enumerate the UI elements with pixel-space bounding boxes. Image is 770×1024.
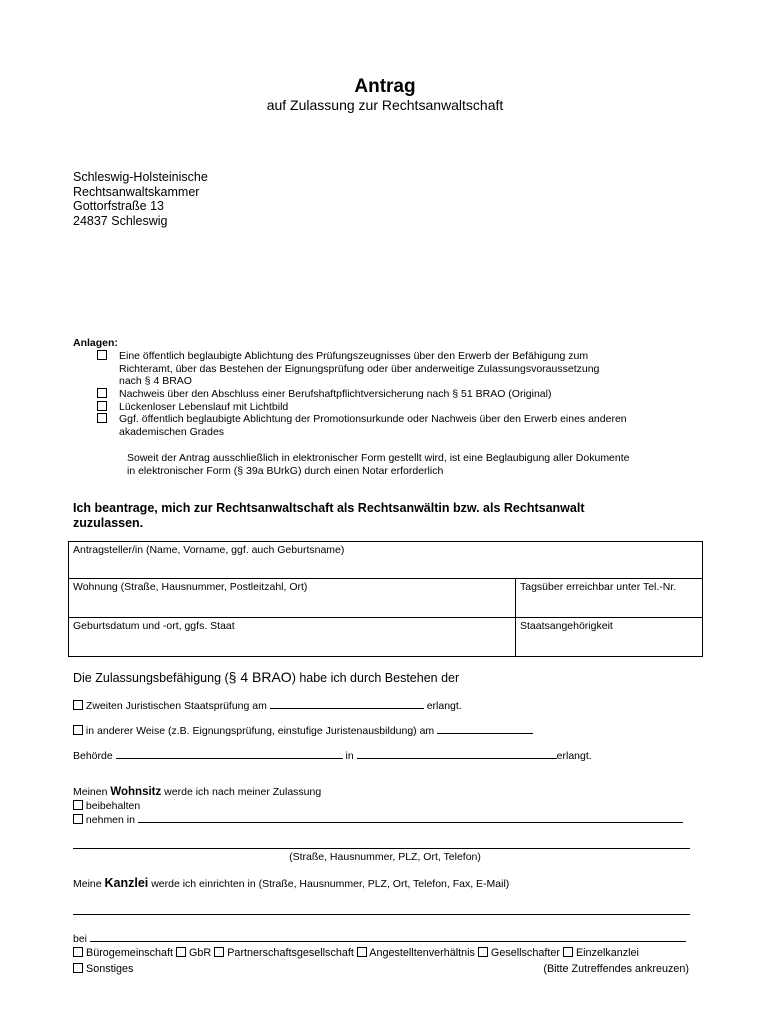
exam-option [73,699,462,712]
daytime-phone-field[interactable] [516,579,703,618]
office-intro [73,876,509,890]
option-label: Angestelltenverhältnis [369,947,475,959]
intro-text: ) habe ich durch Bestehen der [291,671,460,685]
address-line: 24837 Schleswig [73,213,168,228]
attachment-text: Ggf. öffentlich beglaubigte Ablichtung der Promotionsurkunde oder Nachweis über den Erwerb eines anderen [119,413,627,425]
application-statement [73,501,585,531]
other-date-field[interactable] [437,724,533,734]
attachment-text: nach § 4 BRAO [119,375,192,387]
option-checkbox[interactable] [357,947,367,957]
attachment-checkbox[interactable] [97,401,107,411]
office-at-field[interactable] [90,932,686,942]
option-checkbox[interactable] [478,947,488,957]
attachment-checkbox[interactable] [97,350,107,360]
citizenship-field[interactable] [516,618,703,657]
option-checkbox[interactable] [176,947,186,957]
note-line: Soweit der Antrag ausschließlich in elektronischer Form gestellt wird, ist eine Beglaubigung aller Dokumente [127,452,630,464]
intro-text: Meinen [73,786,111,798]
at-label: bei [73,933,88,945]
intro-text: werde ich einrichten in (Straße, Hausnummer, PLZ, Ort, Telefon, Fax, E-Mail) [148,878,510,890]
option-label: Gesellschafter [490,947,560,959]
residence-take-option [73,813,683,826]
attachments-heading: Anlagen: [73,337,118,349]
authority-place-field[interactable] [357,749,557,759]
page-title: Antrag [354,76,416,97]
exam-end: erlangt. [426,700,462,712]
keep-checkbox[interactable] [73,800,83,810]
office-address-field[interactable] [73,914,690,915]
intro-text: Meine [73,878,105,890]
address-line: Rechtsanwaltskammer [73,184,200,199]
option-checkbox[interactable] [214,947,224,957]
field-label: Geburtsdatum und -ort, ggfs. Staat [73,620,235,632]
page-subtitle: auf Zulassung zur Rechtsanwaltschaft [266,97,504,113]
authority-label: Behörde [73,750,113,762]
qualification-intro [73,669,459,685]
field-label: Tagsüber erreichbar unter Tel.-Nr. [520,581,677,593]
field-label: Antragsteller/in (Name, Vorname, ggf. auch Geburtsname) [73,544,345,556]
exam-label: Zweiten Juristischen Staatsprüfung am [85,700,267,712]
residence-keep-option [73,800,140,812]
take-label: nehmen in [85,814,135,826]
field-label: Wohnung (Straße, Hausnummer, Postleitzahl, Ort) [73,581,308,593]
tick-hint: (Bitte Zutreffendes ankreuzen) [543,963,689,975]
authority-field[interactable] [116,749,343,759]
attachment-text: akademischen Grades [119,425,225,438]
residence-intro [73,786,321,798]
option-label: Einzelkanzlei [575,947,639,959]
authority-line [73,749,592,762]
statement-line: zuzulassen. [73,516,144,530]
residence-caption: (Straße, Hausnummer, PLZ, Ort, Telefon) [289,851,481,863]
other-checkbox[interactable] [73,725,83,735]
office-keyword: Kanzlei [104,876,149,890]
electronic-form-note [127,452,630,478]
residence-keyword: Wohnsitz [110,786,162,798]
option-checkbox[interactable] [563,947,573,957]
other-option [73,724,533,737]
recipient-address [73,170,208,228]
option-label: Partnerschaftsgesellschaft [227,947,354,959]
office-other-option [73,963,133,975]
keep-label: beibehalten [85,800,141,812]
authority-in: in [345,750,354,762]
other-label: Sonstiges [86,963,134,975]
office-type-options [73,947,639,959]
option-checkbox[interactable] [73,947,83,957]
note-line: in elektronischer Form (§ 39a BUrkG) durch einen Notar erforderlich [127,465,444,477]
option-label: Bürogemeinschaft [86,947,174,959]
intro-text: werde ich nach meiner Zulassung [161,786,322,798]
intro-text: Die Zulassungsbefähigung ( [73,671,229,685]
attachment-text: Richteramt, über das Bestehen der Eignungsprüfung oder über anderweitige Zulassungsvoraussetzung [119,362,600,375]
statement-line: Ich beantrage, mich zur Rechtsanwaltschaft als Rechtsanwältin bzw. als Rechtsanwalt [73,501,585,515]
birth-field[interactable] [69,618,516,657]
applicant-form-table [68,541,703,657]
exam-date-field[interactable] [270,699,424,709]
applicant-name-field[interactable] [69,542,703,579]
attachment-text: Lückenloser Lebenslauf mit Lichtbild [119,401,289,413]
authority-end: erlangt. [556,750,592,762]
attachment-checkbox[interactable] [97,388,107,398]
exam-checkbox[interactable] [73,700,83,710]
address-line: Gottorfstraße 13 [73,199,165,213]
other-label: in anderer Weise (z.B. Eignungsprüfung, einstufige Juristenausbildung) am [85,725,435,737]
take-checkbox[interactable] [73,814,83,824]
attachment-text: Nachweis über den Abschluss einer Berufshaftpflichtversicherung nach § 51 BRAO (Original) [119,388,552,400]
residence-field[interactable] [69,579,516,618]
residence-address-field[interactable] [73,848,690,849]
new-residence-field[interactable] [138,813,683,823]
attachment-text: Eine öffentlich beglaubigte Ablichtung des Prüfungszeugnisses über den Erwerb der Befähigung zum [119,350,589,362]
office-at-line [73,932,686,945]
address-line: Schleswig-Holsteinische [73,170,208,184]
other-checkbox[interactable] [73,963,83,973]
brao-reference: § 4 BRAO [228,669,292,685]
field-label: Staatsangehörigkeit [520,620,613,632]
option-label: GbR [189,947,212,959]
attachment-checkbox[interactable] [97,413,107,423]
